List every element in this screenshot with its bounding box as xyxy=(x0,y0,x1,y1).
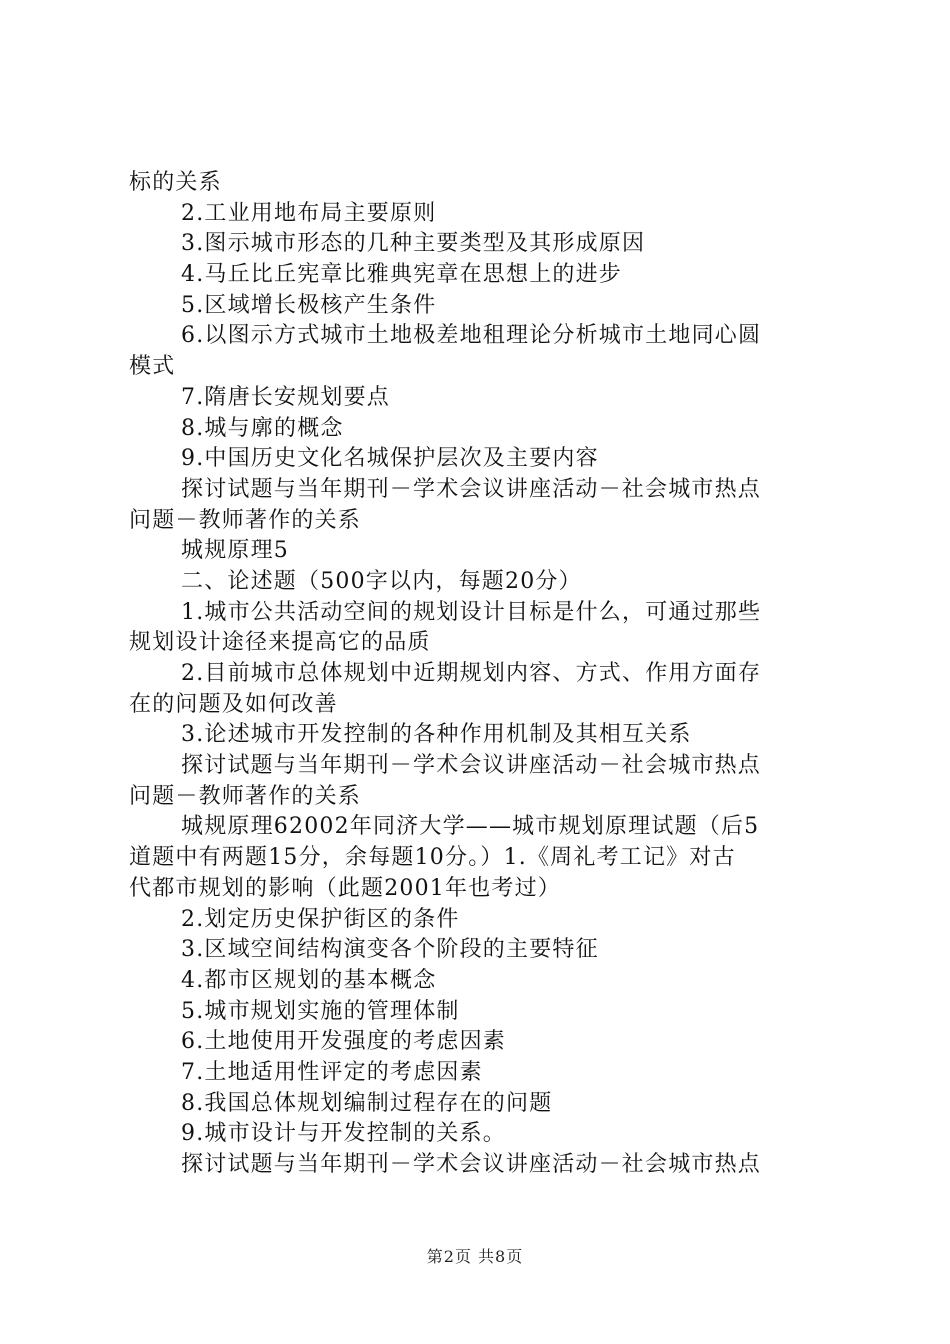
text-line: 3.论述城市开发控制的各种作用机制及其相互关系 xyxy=(181,722,692,748)
text-line: 城规原理62002年同济大学——城市规划原理试题（后5 xyxy=(181,814,760,840)
text-line: 问题－教师著作的关系 xyxy=(129,783,362,809)
text-line: 探讨试题与当年期刊－学术会议讲座活动－社会城市热点 xyxy=(181,476,762,502)
text-line: 二、论述题（500字以内，每题20分） xyxy=(181,568,582,594)
text-line: 探讨试题与当年期刊－学术会议讲座活动－社会城市热点 xyxy=(181,753,762,779)
text-line: 7.土地适用性评定的考虑因素 xyxy=(181,1059,483,1085)
text-line: 4.都市区规划的基本概念 xyxy=(181,967,437,993)
text-line: 规划设计途径来提高它的品质 xyxy=(129,630,431,656)
text-line: 5.城市规划实施的管理体制 xyxy=(181,998,460,1024)
text-line: 8.城与廓的概念 xyxy=(181,415,344,441)
text-line: 2.工业用地布局主要原则 xyxy=(181,200,437,226)
text-line: 9.城市设计与开发控制的关系。 xyxy=(181,1121,506,1147)
text-line: 9.中国历史文化名城保护层次及主要内容 xyxy=(181,446,599,472)
text-line: 6.土地使用开发强度的考虑因素 xyxy=(181,1029,506,1055)
text-line: 1.城市公共活动空间的规划设计目标是什么，可通过那些 xyxy=(181,599,762,625)
text-line: 7.隋唐长安规划要点 xyxy=(181,384,390,410)
text-line: 问题－教师著作的关系 xyxy=(129,507,362,533)
text-line: 2.划定历史保护街区的条件 xyxy=(181,906,460,932)
text-line: 模式 xyxy=(129,354,176,380)
text-line: 城规原理5 xyxy=(181,538,289,564)
text-line: 标的关系 xyxy=(129,170,222,195)
text-line: 4.马丘比丘宪章比雅典宪章在思想上的进步 xyxy=(181,262,622,288)
text-line: 3.区域空间结构演变各个阶段的主要特征 xyxy=(181,937,599,963)
page-footer: 第2页 共8页 xyxy=(426,1247,524,1266)
text-line: 5.区域增长极核产生条件 xyxy=(181,292,437,318)
text-line: 2.目前城市总体规划中近期规划内容、方式、作用方面存 xyxy=(181,661,762,686)
text-line: 6.以图示方式城市土地极差地租理论分析城市土地同心圆 xyxy=(181,323,762,349)
text-line: 代都市规划的影响（此题2001年也考过） xyxy=(129,875,561,901)
text-line: 3.图示城市形态的几种主要类型及其形成原因 xyxy=(181,231,646,257)
text-line: 8.我国总体规划编制过程存在的问题 xyxy=(181,1090,553,1116)
text-line: 在的问题及如何改善 xyxy=(129,691,338,717)
document-body xyxy=(129,168,831,1181)
text-line: 探讨试题与当年期刊－学术会议讲座活动－社会城市热点 xyxy=(181,1152,762,1177)
text-line: 道题中有两题15分，余每题10分。）1.《周礼考工记》对古 xyxy=(129,845,736,871)
